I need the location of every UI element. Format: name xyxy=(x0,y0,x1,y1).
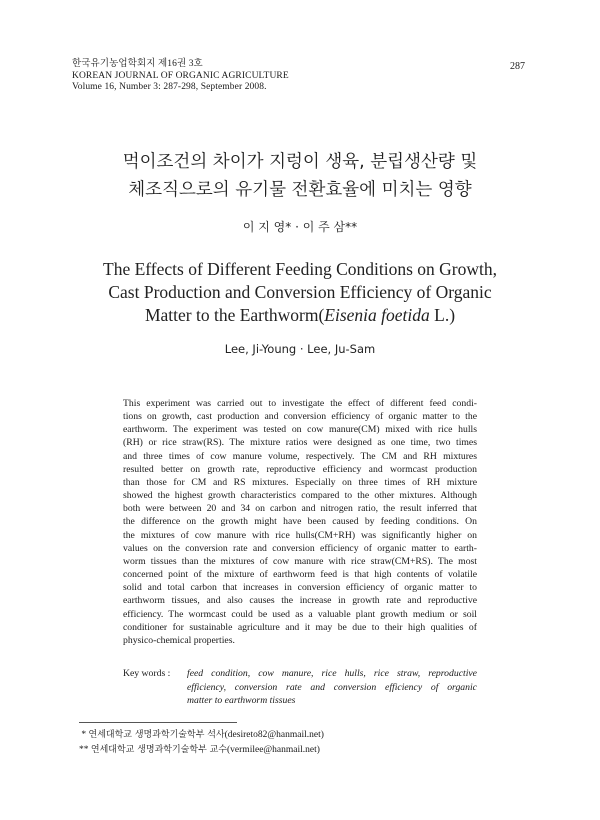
abstract xyxy=(123,397,477,647)
abstract-line: This experiment was carried out to investigate the effect of different feed condi- xyxy=(123,398,477,409)
footnote-affiliation: 연세대학교 생명과학기술학부 교수 xyxy=(90,745,228,755)
keywords-line: efficiency, conversion rate and conversion efficiency of organic xyxy=(187,681,477,693)
english-title-line: Cast Production and Conversion Efficiency of Organic xyxy=(108,282,492,302)
keywords xyxy=(123,667,477,708)
title-text: Matter to the Earthworm( xyxy=(144,305,325,325)
english-title-line xyxy=(0,304,600,327)
abstract-line: worm tissues than the mixtures of cow manure with rice straw(CM+RS). The most xyxy=(123,555,477,567)
abstract-line: than those for CM and RS mixtures. Especially on three times of RH mixture xyxy=(123,476,477,488)
korean-authors: 이 지 영* · 이 주 삼** xyxy=(242,220,358,234)
footnotes xyxy=(79,728,324,758)
title-text: L.) xyxy=(429,305,456,325)
korean-title-line: 체조직으로의 유기물 전환효율에 미치는 영향 xyxy=(128,180,472,200)
abstract-line: both were between 20 and 34 on carbon and nitrogen ratio, the result inferred that xyxy=(123,503,477,515)
english-title-line: The Effects of Different Feeding Conditions on Growth, xyxy=(103,259,497,279)
keywords-line: matter to earthworm tissues xyxy=(187,695,296,706)
abstract-line: and three times of cow manure volume, respectively. The CM and RH mixtures xyxy=(123,450,477,462)
abstract-line: the difference on the growth might have been caused by feeding conditions. On xyxy=(123,516,477,528)
footnote-affiliation: 연세대학교 생명과학기술학부 석사 xyxy=(88,730,225,740)
footnote-mark: * xyxy=(81,730,87,740)
abstract-line: earthworm. The experiment was tested on cow manure(CM) mixed with rice hulls xyxy=(123,424,477,436)
abstract-line: resulted better on growth rate, reproductive efficiency and wormcast production xyxy=(123,463,477,475)
journal-english-name: KOREAN JOURNAL OF ORGANIC AGRICULTURE xyxy=(72,70,289,81)
journal-volume-info: Volume 16, Number 3: 287-298, September 2008. xyxy=(72,82,267,92)
footnote-email: (desireto82@hanmail.net) xyxy=(224,730,324,740)
abstract-line: the mixtures of cow manure with rice hulls(CM+RH) was significantly higher on xyxy=(123,529,477,541)
abstract-line: showed the highest growth characteristics compared to the other mixtures. Although xyxy=(123,490,477,502)
abstract-line: solid and total carbon that increases in conversion efficiency of organic matter to xyxy=(123,582,477,594)
abstract-line: efficiency. The wormcast could be used as a valuable plant growth medium or soil xyxy=(123,608,477,620)
footnote xyxy=(79,743,324,758)
journal-korean-name: 한국유기농업학회지 제16권 3호 xyxy=(72,59,203,69)
footnote-mark: ** xyxy=(79,745,89,755)
keywords-line: feed condition, cow manure, rice hulls, rice straw, reproductive xyxy=(187,668,477,679)
abstract-line: earthworm tissues, and also causes the increase in growth rate and reproductive xyxy=(123,595,477,607)
abstract-line: (RH) or rice straw(RS). The mixture ratios were designed as one time, two times xyxy=(123,437,477,449)
species-name: Eisenia foetida xyxy=(324,305,430,325)
abstract-line: tions on growth, cast production and conversion efficiency of organic matter to the xyxy=(123,411,477,423)
abstract-line: physico-chemical properties. xyxy=(123,634,235,646)
abstract-line: conditioner for sustainable agriculture and it may be due to their high qualities of xyxy=(123,621,477,633)
keywords-label: Key words : xyxy=(123,668,171,679)
footnote xyxy=(79,728,324,743)
page-number: 287 xyxy=(510,61,525,72)
korean-title-line: 먹이조건의 차이가 지렁이 생육, 분립생산량 및 xyxy=(122,152,478,172)
journal-header xyxy=(72,59,289,94)
abstract-line: values on the conversion rate and conversion efficiency of organic matter to earth- xyxy=(123,542,477,554)
abstract-line: concerned point of the mixture of earthworm feed is that high contents of volatile xyxy=(123,569,477,581)
english-authors: Lee, Ji-Young · Lee, Ju-Sam xyxy=(224,342,376,356)
english-title xyxy=(0,258,600,327)
keywords-list xyxy=(187,667,477,708)
korean-title xyxy=(0,148,600,204)
footnote-divider xyxy=(79,722,237,723)
footnote-email: (vermilee@hanmail.net) xyxy=(227,745,320,755)
